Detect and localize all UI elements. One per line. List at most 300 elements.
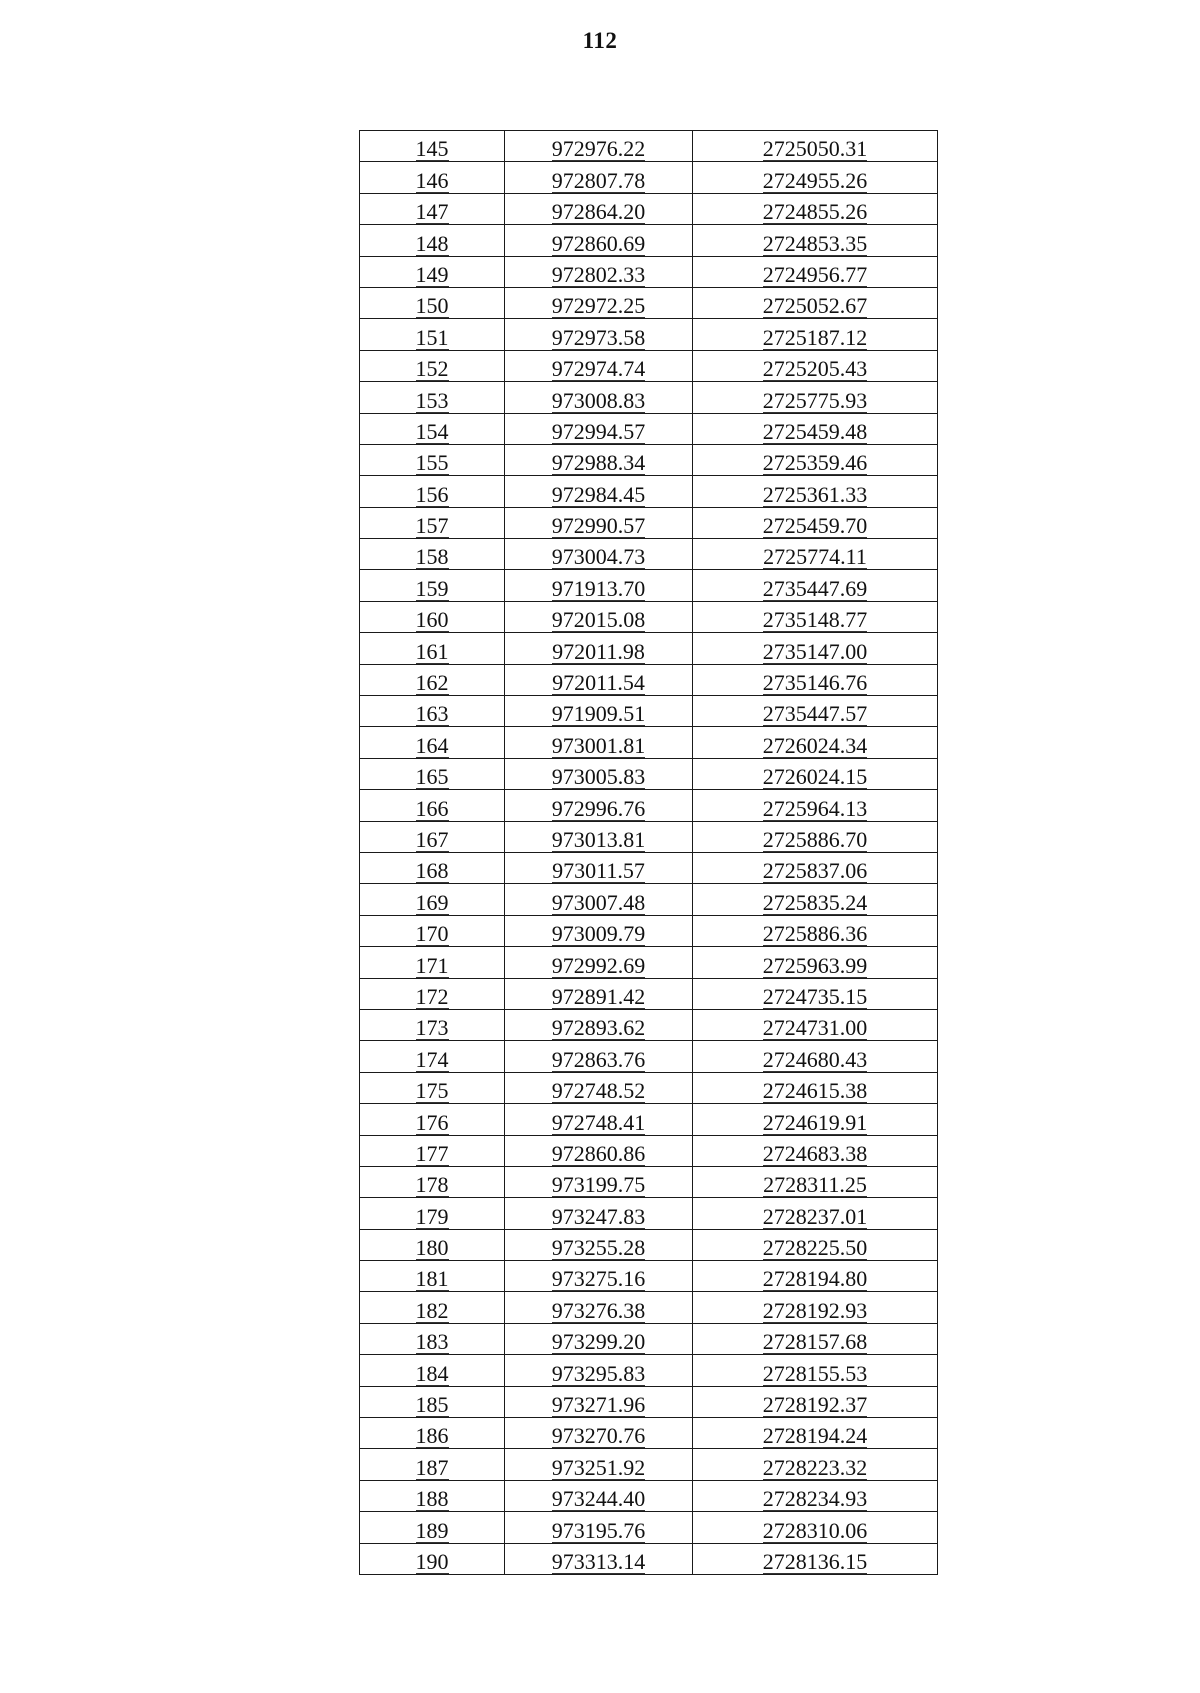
x-coordinate-value: 973275.16 bbox=[551, 1266, 646, 1292]
point-number-value: 155 bbox=[415, 450, 449, 476]
x-coordinate-value: 972988.34 bbox=[551, 450, 646, 476]
x-coordinate-value: 973007.48 bbox=[551, 889, 646, 915]
table-row bbox=[360, 1512, 938, 1543]
y-coordinate-value: 2735148.77 bbox=[762, 607, 868, 633]
table-row bbox=[360, 1355, 938, 1386]
y-coordinate-value: 2725459.48 bbox=[762, 418, 868, 444]
y-coordinate-value: 2724619.91 bbox=[762, 1109, 868, 1135]
point-number-cell bbox=[360, 696, 505, 727]
y-coordinate-cell bbox=[693, 790, 938, 821]
x-coordinate-value: 972864.20 bbox=[551, 199, 646, 225]
table-row bbox=[360, 1166, 938, 1197]
y-coordinate-cell bbox=[693, 758, 938, 789]
x-coordinate-value: 973247.83 bbox=[551, 1203, 646, 1229]
y-coordinate-cell bbox=[693, 1135, 938, 1166]
point-number-value: 152 bbox=[415, 356, 449, 382]
table-row bbox=[360, 319, 938, 350]
y-coordinate-value: 2728311.25 bbox=[763, 1172, 867, 1198]
y-coordinate-cell bbox=[693, 1229, 938, 1260]
x-coordinate-cell bbox=[505, 1323, 693, 1354]
point-number-cell bbox=[360, 1198, 505, 1229]
y-coordinate-cell bbox=[693, 413, 938, 444]
x-coordinate-value: 973270.76 bbox=[551, 1423, 646, 1449]
y-coordinate-value: 2724680.43 bbox=[762, 1046, 868, 1072]
point-number-cell bbox=[360, 1261, 505, 1292]
y-coordinate-value: 2728155.53 bbox=[762, 1360, 868, 1386]
x-coordinate-cell bbox=[505, 884, 693, 915]
x-coordinate-value: 973299.20 bbox=[551, 1329, 646, 1355]
point-number-value: 172 bbox=[415, 983, 449, 1009]
y-coordinate-cell bbox=[693, 507, 938, 538]
point-number-value: 149 bbox=[415, 261, 449, 287]
y-coordinate-cell bbox=[693, 570, 938, 601]
x-coordinate-value: 973276.38 bbox=[551, 1297, 646, 1323]
x-coordinate-value: 972860.69 bbox=[551, 230, 646, 256]
point-number-cell bbox=[360, 664, 505, 695]
table-row bbox=[360, 131, 938, 162]
x-coordinate-cell bbox=[505, 507, 693, 538]
y-coordinate-value: 2725361.33 bbox=[762, 481, 868, 507]
x-coordinate-cell bbox=[505, 696, 693, 727]
x-coordinate-cell bbox=[505, 476, 693, 507]
x-coordinate-cell bbox=[505, 1166, 693, 1197]
point-number-value: 156 bbox=[415, 481, 449, 507]
point-number-cell bbox=[360, 382, 505, 413]
y-coordinate-value: 2725774.11 bbox=[763, 544, 867, 570]
point-number-cell bbox=[360, 1041, 505, 1072]
y-coordinate-cell bbox=[693, 287, 938, 318]
table-row bbox=[360, 350, 938, 381]
point-number-cell bbox=[360, 162, 505, 193]
y-coordinate-cell bbox=[693, 1480, 938, 1511]
table-row bbox=[360, 476, 938, 507]
y-coordinate-cell bbox=[693, 539, 938, 570]
y-coordinate-cell bbox=[693, 664, 938, 695]
x-coordinate-value: 972984.45 bbox=[551, 481, 646, 507]
point-number-value: 183 bbox=[415, 1329, 449, 1355]
point-number-value: 167 bbox=[415, 826, 449, 852]
y-coordinate-cell bbox=[693, 382, 938, 413]
x-coordinate-value: 972992.69 bbox=[551, 952, 646, 978]
point-number-cell bbox=[360, 507, 505, 538]
point-number-value: 175 bbox=[415, 1078, 449, 1104]
table-row bbox=[360, 852, 938, 883]
x-coordinate-cell bbox=[505, 633, 693, 664]
point-number-cell bbox=[360, 1386, 505, 1417]
point-number-cell bbox=[360, 350, 505, 381]
y-coordinate-value: 2728157.68 bbox=[762, 1329, 868, 1355]
y-coordinate-cell bbox=[693, 852, 938, 883]
x-coordinate-cell bbox=[505, 131, 693, 162]
table-row bbox=[360, 1386, 938, 1417]
x-coordinate-cell bbox=[505, 601, 693, 632]
x-coordinate-value: 971913.70 bbox=[551, 575, 646, 601]
point-number-value: 188 bbox=[415, 1486, 449, 1512]
table-row bbox=[360, 1229, 938, 1260]
table-row bbox=[360, 790, 938, 821]
point-number-value: 187 bbox=[415, 1454, 449, 1480]
x-coordinate-cell bbox=[505, 1512, 693, 1543]
y-coordinate-value: 2726024.34 bbox=[762, 732, 868, 758]
x-coordinate-value: 973008.83 bbox=[551, 387, 646, 413]
point-number-cell bbox=[360, 131, 505, 162]
point-number-value: 157 bbox=[415, 513, 449, 539]
y-coordinate-cell bbox=[693, 1166, 938, 1197]
y-coordinate-cell bbox=[693, 1072, 938, 1103]
table-row bbox=[360, 1292, 938, 1323]
y-coordinate-value: 2728310.06 bbox=[762, 1517, 868, 1543]
x-coordinate-value: 972893.62 bbox=[551, 1015, 646, 1041]
table-row bbox=[360, 1543, 938, 1574]
y-coordinate-value: 2735447.57 bbox=[762, 701, 868, 727]
y-coordinate-value: 2724855.26 bbox=[762, 199, 868, 225]
y-coordinate-value: 2724853.35 bbox=[762, 230, 868, 256]
x-coordinate-cell bbox=[505, 1386, 693, 1417]
x-coordinate-cell bbox=[505, 1543, 693, 1574]
y-coordinate-cell bbox=[693, 1543, 938, 1574]
point-number-value: 151 bbox=[415, 324, 449, 350]
table-row bbox=[360, 570, 938, 601]
y-coordinate-value: 2725775.93 bbox=[762, 387, 868, 413]
x-coordinate-value: 973011.57 bbox=[552, 858, 645, 884]
point-number-value: 153 bbox=[415, 387, 449, 413]
x-coordinate-value: 973295.83 bbox=[551, 1360, 646, 1386]
y-coordinate-cell bbox=[693, 319, 938, 350]
point-number-value: 182 bbox=[415, 1297, 449, 1323]
table-row bbox=[360, 978, 938, 1009]
x-coordinate-value: 972973.58 bbox=[551, 324, 646, 350]
table-row bbox=[360, 915, 938, 946]
y-coordinate-cell bbox=[693, 978, 938, 1009]
y-coordinate-value: 2728234.93 bbox=[762, 1486, 868, 1512]
point-number-cell bbox=[360, 821, 505, 852]
point-number-cell bbox=[360, 852, 505, 883]
y-coordinate-cell bbox=[693, 131, 938, 162]
y-coordinate-cell bbox=[693, 1292, 938, 1323]
y-coordinate-cell bbox=[693, 1009, 938, 1040]
x-coordinate-cell bbox=[505, 225, 693, 256]
y-coordinate-value: 2735146.76 bbox=[762, 670, 868, 696]
y-coordinate-value: 2728223.32 bbox=[762, 1454, 868, 1480]
y-coordinate-value: 2725886.70 bbox=[762, 826, 868, 852]
x-coordinate-cell bbox=[505, 1009, 693, 1040]
x-coordinate-value: 973195.76 bbox=[551, 1517, 646, 1543]
point-number-cell bbox=[360, 225, 505, 256]
table-row bbox=[360, 507, 938, 538]
point-number-value: 189 bbox=[415, 1517, 449, 1543]
x-coordinate-cell bbox=[505, 413, 693, 444]
point-number-cell bbox=[360, 1480, 505, 1511]
point-number-value: 162 bbox=[415, 670, 449, 696]
point-number-value: 154 bbox=[415, 418, 449, 444]
point-number-cell bbox=[360, 978, 505, 1009]
x-coordinate-value: 973271.96 bbox=[551, 1392, 646, 1418]
point-number-cell bbox=[360, 1135, 505, 1166]
x-coordinate-value: 972748.52 bbox=[551, 1078, 646, 1104]
point-number-value: 180 bbox=[415, 1235, 449, 1261]
point-number-cell bbox=[360, 539, 505, 570]
x-coordinate-value: 973199.75 bbox=[551, 1172, 646, 1198]
y-coordinate-value: 2725459.70 bbox=[762, 513, 868, 539]
point-number-value: 181 bbox=[415, 1266, 449, 1292]
y-coordinate-cell bbox=[693, 884, 938, 915]
x-coordinate-value: 972807.78 bbox=[551, 167, 646, 193]
x-coordinate-value: 972011.54 bbox=[552, 670, 645, 696]
point-number-value: 171 bbox=[415, 952, 449, 978]
point-number-value: 184 bbox=[415, 1360, 449, 1386]
table-row bbox=[360, 162, 938, 193]
x-coordinate-cell bbox=[505, 162, 693, 193]
y-coordinate-cell bbox=[693, 1449, 938, 1480]
x-coordinate-cell bbox=[505, 1072, 693, 1103]
y-coordinate-value: 2726024.15 bbox=[762, 764, 868, 790]
point-number-cell bbox=[360, 884, 505, 915]
x-coordinate-value: 973251.92 bbox=[551, 1454, 646, 1480]
point-number-cell bbox=[360, 1512, 505, 1543]
y-coordinate-cell bbox=[693, 225, 938, 256]
point-number-value: 150 bbox=[415, 293, 449, 319]
coordinate-table bbox=[359, 130, 938, 1575]
point-number-cell bbox=[360, 319, 505, 350]
x-coordinate-value: 973001.81 bbox=[551, 732, 646, 758]
x-coordinate-cell bbox=[505, 664, 693, 695]
table-row bbox=[360, 1198, 938, 1229]
y-coordinate-cell bbox=[693, 476, 938, 507]
table-row bbox=[360, 1323, 938, 1354]
y-coordinate-cell bbox=[693, 947, 938, 978]
x-coordinate-cell bbox=[505, 539, 693, 570]
point-number-value: 174 bbox=[415, 1046, 449, 1072]
x-coordinate-cell bbox=[505, 256, 693, 287]
point-number-value: 173 bbox=[415, 1015, 449, 1041]
table-row bbox=[360, 821, 938, 852]
y-coordinate-cell bbox=[693, 601, 938, 632]
point-number-cell bbox=[360, 1292, 505, 1323]
y-coordinate-value: 2735147.00 bbox=[762, 638, 868, 664]
table-row bbox=[360, 1480, 938, 1511]
x-coordinate-value: 972891.42 bbox=[551, 983, 646, 1009]
x-coordinate-cell bbox=[505, 444, 693, 475]
x-coordinate-cell bbox=[505, 1292, 693, 1323]
x-coordinate-value: 973004.73 bbox=[551, 544, 646, 570]
y-coordinate-value: 2728192.37 bbox=[762, 1392, 868, 1418]
x-coordinate-cell bbox=[505, 1449, 693, 1480]
x-coordinate-cell bbox=[505, 915, 693, 946]
y-coordinate-value: 2724615.38 bbox=[762, 1078, 868, 1104]
x-coordinate-value: 973005.83 bbox=[551, 764, 646, 790]
y-coordinate-cell bbox=[693, 193, 938, 224]
y-coordinate-value: 2728192.93 bbox=[762, 1297, 868, 1323]
point-number-cell bbox=[360, 1104, 505, 1135]
y-coordinate-value: 2724683.38 bbox=[762, 1140, 868, 1166]
point-number-cell bbox=[360, 1166, 505, 1197]
x-coordinate-value: 972802.33 bbox=[551, 261, 646, 287]
table-row bbox=[360, 601, 938, 632]
point-number-cell bbox=[360, 1418, 505, 1449]
table-row bbox=[360, 1072, 938, 1103]
table-row bbox=[360, 1418, 938, 1449]
table-row bbox=[360, 1009, 938, 1040]
table-row bbox=[360, 884, 938, 915]
x-coordinate-value: 973255.28 bbox=[551, 1235, 646, 1261]
x-coordinate-value: 972996.76 bbox=[551, 795, 646, 821]
table-row bbox=[360, 413, 938, 444]
y-coordinate-value: 2725963.99 bbox=[762, 952, 868, 978]
point-number-value: 158 bbox=[415, 544, 449, 570]
y-coordinate-value: 2728194.80 bbox=[762, 1266, 868, 1292]
y-coordinate-cell bbox=[693, 727, 938, 758]
point-number-cell bbox=[360, 915, 505, 946]
point-number-value: 185 bbox=[415, 1392, 449, 1418]
x-coordinate-cell bbox=[505, 978, 693, 1009]
page-number: 112 bbox=[582, 28, 618, 53]
point-number-value: 186 bbox=[415, 1423, 449, 1449]
y-coordinate-value: 2725837.06 bbox=[762, 858, 868, 884]
table-row bbox=[360, 193, 938, 224]
table-row bbox=[360, 382, 938, 413]
point-number-cell bbox=[360, 256, 505, 287]
point-number-cell bbox=[360, 758, 505, 789]
y-coordinate-cell bbox=[693, 1418, 938, 1449]
table-row bbox=[360, 1135, 938, 1166]
x-coordinate-cell bbox=[505, 382, 693, 413]
x-coordinate-value: 973244.40 bbox=[551, 1486, 646, 1512]
point-number-value: 159 bbox=[415, 575, 449, 601]
y-coordinate-value: 2728136.15 bbox=[762, 1548, 868, 1574]
point-number-cell bbox=[360, 193, 505, 224]
point-number-cell bbox=[360, 1543, 505, 1574]
x-coordinate-cell bbox=[505, 758, 693, 789]
point-number-value: 176 bbox=[415, 1109, 449, 1135]
y-coordinate-value: 2728237.01 bbox=[762, 1203, 868, 1229]
y-coordinate-value: 2725964.13 bbox=[762, 795, 868, 821]
y-coordinate-value: 2724956.77 bbox=[762, 261, 868, 287]
point-number-cell bbox=[360, 601, 505, 632]
x-coordinate-cell bbox=[505, 1104, 693, 1135]
table-row bbox=[360, 1261, 938, 1292]
y-coordinate-cell bbox=[693, 1261, 938, 1292]
x-coordinate-value: 973313.14 bbox=[551, 1548, 646, 1574]
table-row bbox=[360, 287, 938, 318]
x-coordinate-cell bbox=[505, 1355, 693, 1386]
x-coordinate-cell bbox=[505, 1261, 693, 1292]
point-number-value: 161 bbox=[415, 638, 449, 664]
table-row bbox=[360, 1041, 938, 1072]
y-coordinate-cell bbox=[693, 444, 938, 475]
point-number-value: 179 bbox=[415, 1203, 449, 1229]
point-number-cell bbox=[360, 727, 505, 758]
point-number-cell bbox=[360, 1009, 505, 1040]
x-coordinate-value: 972976.22 bbox=[551, 136, 646, 162]
y-coordinate-value: 2725050.31 bbox=[762, 136, 868, 162]
point-number-value: 148 bbox=[415, 230, 449, 256]
table-row bbox=[360, 696, 938, 727]
point-number-value: 170 bbox=[415, 921, 449, 947]
table-row bbox=[360, 444, 938, 475]
x-coordinate-value: 972990.57 bbox=[551, 513, 646, 539]
y-coordinate-cell bbox=[693, 1041, 938, 1072]
table-row bbox=[360, 1104, 938, 1135]
y-coordinate-cell bbox=[693, 256, 938, 287]
point-number-cell bbox=[360, 413, 505, 444]
table-row bbox=[360, 256, 938, 287]
table-row bbox=[360, 758, 938, 789]
y-coordinate-value: 2725835.24 bbox=[762, 889, 868, 915]
table-row bbox=[360, 664, 938, 695]
y-coordinate-value: 2725359.46 bbox=[762, 450, 868, 476]
x-coordinate-value: 973013.81 bbox=[551, 826, 646, 852]
x-coordinate-cell bbox=[505, 287, 693, 318]
x-coordinate-value: 971909.51 bbox=[551, 701, 646, 727]
point-number-value: 166 bbox=[415, 795, 449, 821]
y-coordinate-value: 2724955.26 bbox=[762, 167, 868, 193]
y-coordinate-cell bbox=[693, 915, 938, 946]
x-coordinate-value: 972748.41 bbox=[551, 1109, 646, 1135]
x-coordinate-cell bbox=[505, 1041, 693, 1072]
x-coordinate-cell bbox=[505, 947, 693, 978]
x-coordinate-value: 972972.25 bbox=[551, 293, 646, 319]
y-coordinate-value: 2725187.12 bbox=[762, 324, 868, 350]
point-number-cell bbox=[360, 1323, 505, 1354]
x-coordinate-value: 973009.79 bbox=[551, 921, 646, 947]
x-coordinate-value: 972011.98 bbox=[552, 638, 645, 664]
point-number-cell bbox=[360, 287, 505, 318]
x-coordinate-cell bbox=[505, 193, 693, 224]
x-coordinate-cell bbox=[505, 319, 693, 350]
x-coordinate-cell bbox=[505, 727, 693, 758]
point-number-value: 190 bbox=[415, 1548, 449, 1574]
point-number-value: 178 bbox=[415, 1172, 449, 1198]
y-coordinate-cell bbox=[693, 821, 938, 852]
point-number-cell bbox=[360, 444, 505, 475]
point-number-value: 168 bbox=[415, 858, 449, 884]
point-number-value: 147 bbox=[415, 199, 449, 225]
x-coordinate-cell bbox=[505, 1198, 693, 1229]
point-number-value: 165 bbox=[415, 764, 449, 790]
x-coordinate-cell bbox=[505, 1480, 693, 1511]
y-coordinate-value: 2724731.00 bbox=[762, 1015, 868, 1041]
point-number-cell bbox=[360, 947, 505, 978]
y-coordinate-cell bbox=[693, 1512, 938, 1543]
x-coordinate-cell bbox=[505, 1229, 693, 1260]
x-coordinate-cell bbox=[505, 852, 693, 883]
y-coordinate-cell bbox=[693, 1386, 938, 1417]
x-coordinate-cell bbox=[505, 821, 693, 852]
point-number-cell bbox=[360, 790, 505, 821]
x-coordinate-value: 972863.76 bbox=[551, 1046, 646, 1072]
y-coordinate-value: 2725886.36 bbox=[762, 921, 868, 947]
x-coordinate-value: 972994.57 bbox=[551, 418, 646, 444]
table-row bbox=[360, 727, 938, 758]
point-number-cell bbox=[360, 1355, 505, 1386]
point-number-value: 164 bbox=[415, 732, 449, 758]
point-number-value: 163 bbox=[415, 701, 449, 727]
x-coordinate-cell bbox=[505, 790, 693, 821]
y-coordinate-cell bbox=[693, 350, 938, 381]
point-number-cell bbox=[360, 1229, 505, 1260]
point-number-cell bbox=[360, 633, 505, 664]
point-number-cell bbox=[360, 570, 505, 601]
x-coordinate-cell bbox=[505, 570, 693, 601]
y-coordinate-value: 2728225.50 bbox=[762, 1235, 868, 1261]
table-row bbox=[360, 947, 938, 978]
y-coordinate-cell bbox=[693, 1323, 938, 1354]
table-row bbox=[360, 225, 938, 256]
y-coordinate-value: 2725052.67 bbox=[762, 293, 868, 319]
x-coordinate-value: 972015.08 bbox=[551, 607, 646, 633]
point-number-cell bbox=[360, 1449, 505, 1480]
y-coordinate-value: 2735447.69 bbox=[762, 575, 868, 601]
